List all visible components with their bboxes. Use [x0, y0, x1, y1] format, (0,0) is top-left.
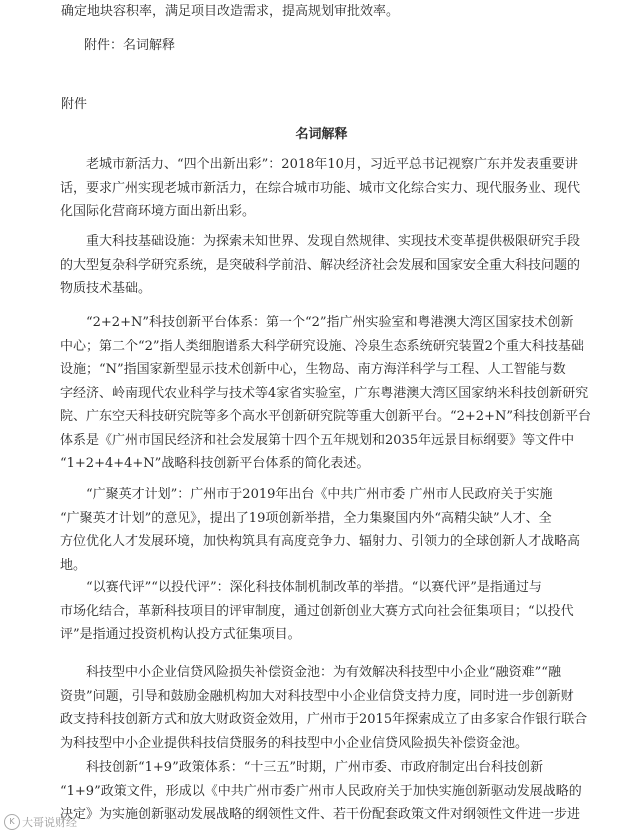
paragraph-line: 重大科技基础设施：为探索未知世界、发现自然规律、实现技术变革提供极限研究手段 — [86, 234, 581, 249]
paragraph-line: 院、广东空天科技研究院等多个高水平创新研究院等重大创新平台。“2+2+N”科技创新平台 — [60, 409, 591, 424]
paragraph-line: 政支持科技创新方式和放大财政资金效用，广州市于2015年探索成立了由多家合作银行联合 — [60, 712, 588, 727]
paragraph-line: 中心；第二个“2”指人类细胞谱系大科学研究设施、冷泉生态系统研究装置2个重大科技基础 — [60, 338, 584, 354]
paragraph-line: 的大型复杂科学研究系统，是突破科学前沿、解决经济社会发展和国家安全重大科技问题的 — [60, 257, 581, 273]
paragraph-line: “广聚英才计划”的意见》，提出了19项创新举措，全力集聚国内外“高精尖缺”人才、全 — [60, 510, 552, 526]
paragraph-line: 科技型中小企业信贷风险损失补偿资金池：为有效解决科技型中小企业“融资难”“融 — [86, 665, 561, 680]
paragraph-line: 字经济、岭南现代农业科学与技术等4家省实验室，广东粤港澳大湾区国家纳米科技创新研究 — [60, 385, 589, 401]
paragraph-line: “1+9”政策文件，形成以《中共广州市委广州市人民政府关于加快实施创新驱动发展战略的 — [60, 783, 582, 799]
paragraph-line: 话，要求广州实现老城市新活力，在综合城市功能、城市文化综合实力、现代服务业、现代 — [60, 180, 581, 196]
paragraph-line: 决定》为实施创新驱动发展战略的纲领性文件、若干份配套政策文件对纲领性文件进一步进 — [60, 807, 581, 822]
watermark — [4, 814, 77, 830]
paragraph-line: 评”是指通过投资机构认投方式征集项目。 — [60, 627, 301, 642]
paragraph-line: “广聚英才计划”：广州市于2019年出台《中共广州市委 广州市人民政府关于实施 — [86, 487, 553, 502]
appendix-heading: 附件 — [61, 97, 88, 112]
paragraph-line: 科技创新“1+9”政策体系：“十三五”时期，广州市委、市政府制定出台科技创新 — [86, 760, 544, 775]
paragraph-line: 体系是《广州市国民经济和社会发展第十四个五年规划和2035年远景目标纲要》等文件中 — [60, 432, 575, 448]
paragraph-line: “1+2+4+4+N”战略科技创新平台体系的简化表述。 — [60, 456, 370, 471]
paragraph-line: 老城市新活力、“四个出新出彩”：2018年10月，习近平总书记视察广东并发表重要讲 — [86, 157, 578, 172]
paragraph-line: 资贵”问题，引导和鼓励金融机构加大对科技型中小企业信贷支持力度，同时进一步创新财 — [60, 688, 574, 704]
paragraph-line: 化国际化营商环境方面出新出彩。 — [60, 204, 256, 219]
paragraph-line: 方位优化人才发展环境，加快构筑具有高度竞争力、辐射力、引领力的全球创新人才战略高 — [60, 534, 581, 549]
paragraph-line: 地。 — [60, 557, 87, 573]
paragraph-line: 设施；“N”指国家新型显示技术创新中心，生物岛、南方海洋科学与工程、人工智能与数 — [60, 362, 566, 377]
intro-tail-text: 确定地块容积率，满足项目改造需求，提高规划审批效率。 — [61, 4, 400, 19]
glossary-title: 名词解释 — [295, 127, 348, 142]
attachment-note: 附件：名词解释 — [84, 38, 176, 53]
paragraph-line: 物质技术基础。 — [60, 281, 152, 296]
watermark-text: 大哥说财经 — [22, 816, 77, 829]
watermark-logo-icon: K — [4, 814, 20, 830]
paragraph-line: “以赛代评”“以投代评”：深化科技体制机制改革的举措。“以赛代评”是指通过与 — [86, 580, 542, 595]
paragraph-line: 市场化结合，革新科技项目的评审制度，通过创新创业大赛方式向社会征集项目；“以投代 — [60, 603, 574, 619]
paragraph-line: 为科技型中小企业提供科技信贷服务的科技型中小企业信贷风险损失补偿资金池。 — [60, 735, 529, 751]
paragraph-line: “2+2+N”科技创新平台体系：第一个“2”指广州实验室和粤港澳大湾区国家技术创新 — [86, 315, 574, 330]
